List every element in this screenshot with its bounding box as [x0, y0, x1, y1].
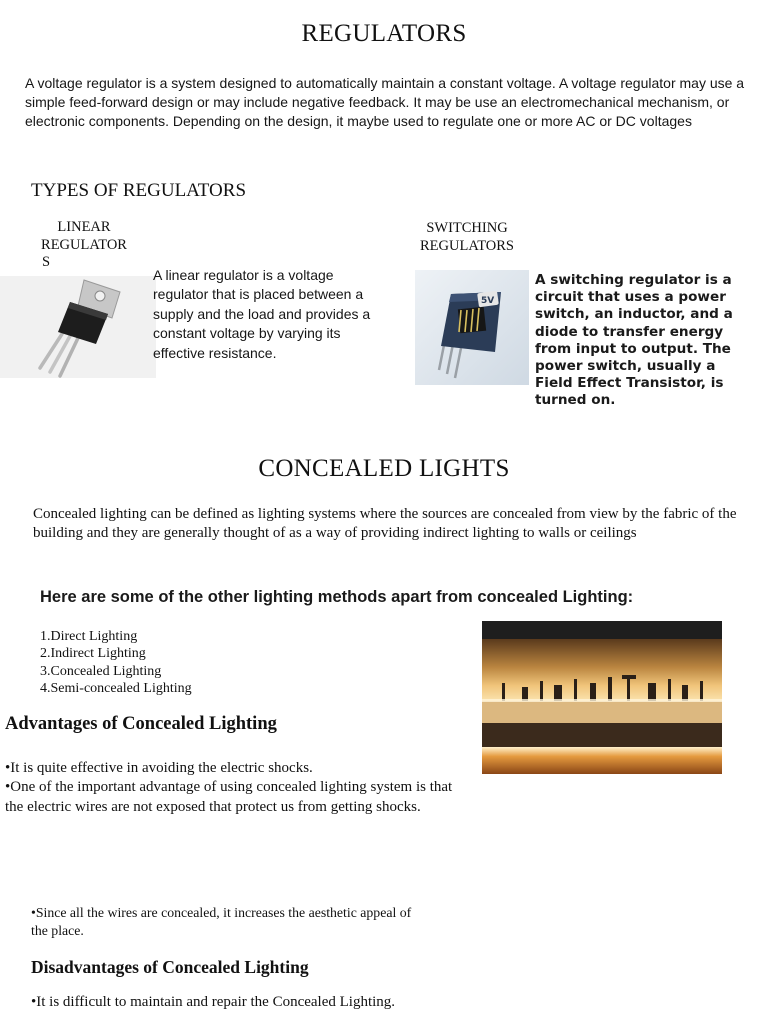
switching-regulator-label: SWITCHING REGULATORS	[420, 220, 514, 254]
to220-transistor-icon	[0, 276, 156, 378]
concealed-title: CONCEALED LIGHTS	[258, 455, 510, 482]
disadvantages-heading: Disadvantages of Concealed Lighting	[31, 957, 309, 977]
regulators-intro: A voltage regulator is a system designed to automatically maintain a constant voltage. A voltage regulator may use a simple feed-forward design or may include negative feedback. It may be use an electromechanical mechanism, or electronic components. Depending on the design, it maybe used to regulate one or more AC or DC voltages	[25, 75, 745, 130]
display-case-lighting-icon	[482, 621, 722, 774]
types-heading: TYPES OF REGULATORS	[31, 180, 247, 201]
concealed-lighting-photo	[482, 621, 722, 774]
regulators-title: REGULATORS	[301, 20, 467, 47]
switching-description: A switching regulator is a circuit that uses a power switch, an inductor, and a diode to transfer energy from input to output. The power switch, usually a Field Effect Transistor, is turned on.	[535, 272, 733, 409]
list-item: 2.Indirect Lighting	[40, 646, 146, 662]
list-item: 1.Direct Lighting	[40, 629, 138, 644]
linear-regulator-image	[0, 276, 156, 378]
linear-description: A linear regulator is a voltage regulator that is placed between a supply and the load and provides a constant voltage by varying its effective resistance.	[153, 267, 371, 361]
list-item: 3.Concealed Lighting	[40, 663, 162, 679]
methods-list	[40, 628, 192, 697]
advantages-heading: Advantages of Concealed Lighting	[5, 714, 277, 734]
list-item: •One of the important advantage of using concealed lighting system is that the electric wires are not exposed that protect us from getting shocks.	[5, 779, 453, 815]
linear-regulator-label: LINEAR REGULATOR S	[41, 219, 127, 270]
chip-5v-label: 5V	[481, 296, 495, 306]
list-item: •It is quite effective in avoiding the electric shocks.	[5, 760, 313, 776]
methods-heading: Here are some of the other lighting methods apart from concealed Lighting:	[40, 588, 634, 606]
concealed-intro: Concealed lighting can be defined as lighting systems where the sources are concealed from view by the fabric of the building and they are generally thought of as a way of providing indirect lighting to walls or ceilings	[33, 506, 737, 542]
disadvantages-list	[31, 993, 531, 1012]
list-item: •It is difficult to maintain and repair the Concealed Lighting.	[31, 994, 396, 1010]
list-item: 4.Semi-concealed Lighting	[40, 680, 192, 696]
switching-module-icon	[415, 270, 529, 385]
switching-regulator-image	[415, 270, 529, 385]
advantages-list	[5, 759, 467, 817]
advantage-extra: •Since all the wires are concealed, it increases the aesthetic appeal of the place.	[31, 905, 412, 938]
